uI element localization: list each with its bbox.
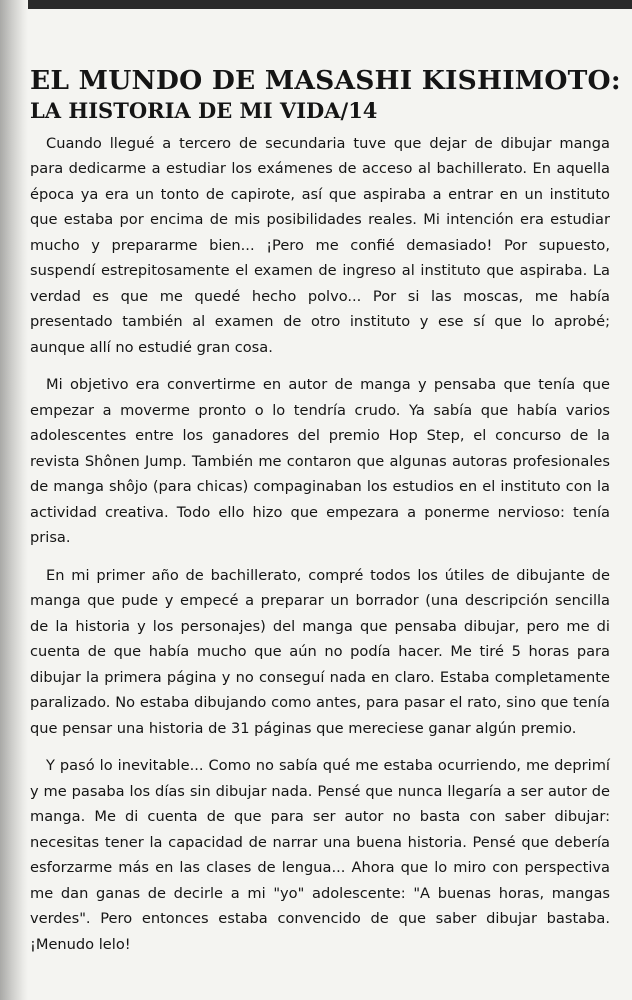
paragraph-2: Mi objetivo era convertirme en autor de manga y pensaba que tenía que empezar a moverme pronto o lo tendría crudo. Ya sabía que había varios adolescentes entre los ganadores del premio Hop Step, el concurso de la revista Shônen Jump. También me contaron que algunas autoras profesionales de manga shôjo (para chicas) compaginaban los estudios en el instituto con la actividad creativa. Todo ello hizo que empezara a ponerme nervioso: tenía prisa. xyxy=(30,376,610,546)
paragraph-1: Cuando llegué a tercero de secundaria tuve que dejar de dibujar manga para dedicarme a estudiar los exámenes de acceso al bachillerato. En aquella época ya era un tonto de capirote, así que aspiraba a entrar en un instituto que estaba por encima de mis posibilidades reales. Mi intención era estudiar mucho y prepararme bien... ¡Pero me confié demasiado! Por supuesto, suspendí estrepitosamente el examen de ingreso al instituto que aspiraba. La verdad es que me quedé hecho polvo... Por si las moscas, me había presentado también al examen de otro instituto y ese sí que lo aprobé; aunque allí no estudié gran cosa. xyxy=(30,134,610,356)
page-top-edge xyxy=(0,0,632,9)
page-title: EL MUNDO DE MASASHI KISHIMOTO: xyxy=(30,65,621,96)
book-spine-shadow xyxy=(0,0,28,1000)
paragraph-4: Y pasó lo inevitable... Como no sabía qué me estaba ocurriendo, me deprimí y me pasaba los días sin dibujar nada. Pensé que nunca llegaría a ser autor de manga. Me di cuenta de que para ser autor no basta con saber dibujar: necesitas tener la capacidad de narrar una buena historia. Pensé que debería esforzarme más en las clases de lengua... Ahora que lo miro con perspectiva me dan ganas de decirle a mi "yo" adolescente: "A buenas horas, mangas verdes". Pero entonces estaba convencido de que saber dibujar bastaba. ¡Menudo lelo! xyxy=(30,757,610,953)
page-subtitle: LA HISTORIA DE MI VIDA/14 xyxy=(30,97,378,123)
article-body xyxy=(30,131,610,958)
paragraph-3: En mi primer año de bachillerato, compré todos los útiles de dibujante de manga que pude y empecé a preparar un borrador (una descripción sencilla de la historia y los personajes) del manga que pensaba dibujar, pero me di cuenta de que había mucho que aún no podía hacer. Me tiré 5 horas para dibujar la primera página y no conseguí nada en claro. Estaba completamente paralizado. No estaba dibujando como antes, para pasar el rato, sino que tenía que pensar una historia de 31 páginas que mereciese ganar algún premio. xyxy=(30,566,610,737)
page-content xyxy=(30,65,621,969)
